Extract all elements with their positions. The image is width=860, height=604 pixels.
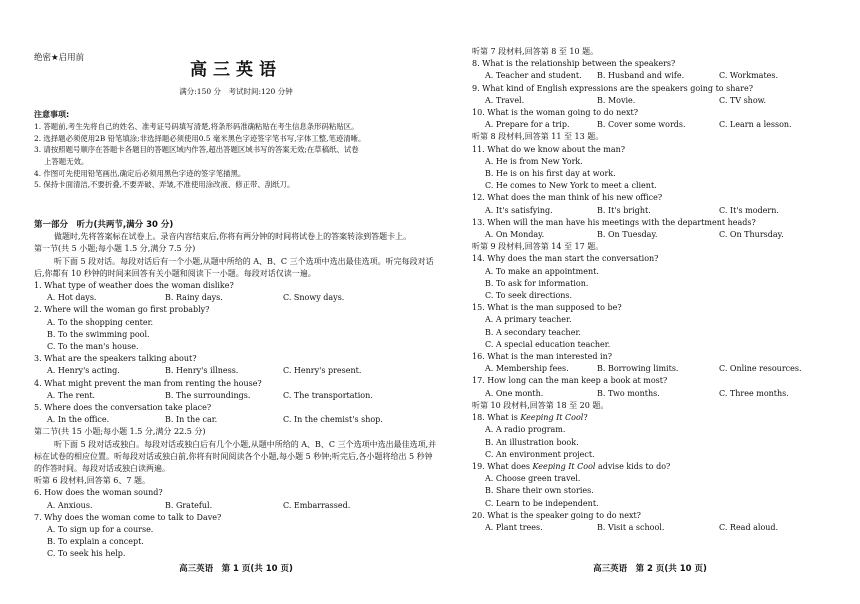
option-a: A. Henry's acting. [47, 366, 120, 376]
option-a: A. To sign up for a course. [47, 525, 154, 535]
question-9: 9. What kind of English expressions are the speakers going to share? [472, 83, 754, 93]
page-2 [472, 0, 828, 604]
question-5-options [34, 414, 438, 426]
question-12-options [472, 205, 828, 217]
question-4: 4. What might prevent the man from renting the house? [34, 378, 262, 388]
question-3: 3. What are the speakers talking about? [34, 354, 197, 364]
question-6: 6. How does the woman sound? [34, 488, 163, 498]
option-a: A. Membership fees. [485, 364, 569, 374]
section1-description: 听下面 5 段对话。每段对话后有一个小题,从题中所给的 A、B、C 三个选项中选出最佳选项。听完每段对话后,你都有 10 秒钟的时间来回答有关小题和阅读下一小题。每段对话仅读一遍。 [34, 256, 434, 278]
option-a: A. On Monday. [485, 230, 545, 240]
question-13-options [472, 229, 828, 241]
option-a: A. It's satisfying. [485, 205, 553, 215]
question-15: 15. What is the man supposed to be? [472, 303, 622, 313]
note-item: 2. 选择题必须使用2B 铅笔填涂;非选择题必须使用0.5 毫米黑色字迹签字笔书写,字体工整,笔迹清晰。 [34, 133, 366, 143]
question-20-options [472, 522, 828, 534]
option-a: A. A primary teacher. [485, 315, 572, 325]
option-a: A. He is from New York. [485, 156, 583, 166]
option-a: A. Teacher and student. [485, 71, 582, 81]
question-11: 11. What do we know about the man? [472, 144, 626, 154]
listening-continued [472, 46, 828, 534]
question-8-options [472, 70, 828, 82]
question-19-text-end: advise kids to do? [595, 461, 671, 471]
option-a: A. In the office. [47, 415, 110, 425]
page-footer: 高三英语 第 1 页(共 10 页) [179, 564, 293, 574]
option-a: A. Anxious. [47, 500, 93, 510]
option-a: A. Hot days. [47, 293, 97, 303]
option-c: C. Workmates. [719, 71, 779, 81]
question-13: 13. When will the man have his meetings with the department heads? [472, 217, 756, 227]
option-b: B. Borrowing limits. [597, 364, 679, 374]
confidential-mark: 绝密★启用前 [34, 53, 85, 63]
exam-title: 高三英语 [190, 60, 282, 80]
option-c: C. Learn a lesson. [719, 120, 792, 130]
option-a: A. A radio program. [485, 425, 566, 435]
option-c: C. Snowy days. [283, 293, 345, 303]
option-a: A. Travel. [485, 95, 525, 105]
question-4-options [34, 390, 438, 402]
option-b: B. He is on his first day at work. [485, 169, 616, 179]
option-c: C. Henry's present. [283, 366, 362, 376]
notes-block [34, 109, 438, 191]
question-17: 17. How long can the man keep a book at most? [472, 376, 668, 386]
question-20: 20. What is the speaker going to do next? [472, 510, 641, 520]
question-8: 8. What is the relationship between the speakers? [472, 59, 676, 69]
program-title: Keeping It Cool [520, 413, 584, 423]
option-b: B. Visit a school. [597, 522, 665, 532]
option-a: A. The rent. [47, 390, 96, 400]
option-a: A. One month. [485, 388, 544, 398]
option-c: C. To seek his help. [47, 549, 126, 559]
option-a: A. To the shopping center. [47, 317, 154, 327]
program-title: Keeping It Cool [532, 461, 596, 471]
part1-title: 第一部分 听力(共两节,满分 30 分) [34, 220, 174, 230]
option-c: C. Online resources. [719, 364, 802, 374]
option-c: C. An environment project. [485, 449, 595, 459]
material-8-instruction: 听第 8 段材料,回答第 11 至 13 题。 [472, 132, 604, 142]
note-item: 5. 保持卡面清洁,不要折叠,不要弄破、弄皱,不准使用涂改液、修正带、刮纸刀。 [34, 180, 295, 190]
option-c: C. A special education teacher. [485, 339, 611, 349]
question-16-options [472, 363, 828, 375]
option-b: B. Two months. [597, 388, 660, 398]
option-a: A. To make an appointment. [485, 266, 599, 276]
option-b: B. Movie. [597, 95, 636, 105]
option-b: B. A secondary teacher. [485, 327, 581, 337]
option-c: C. To seek directions. [485, 291, 573, 301]
question-1: 1. What type of weather does the woman dislike? [34, 281, 234, 291]
option-c: C. Read aloud. [719, 522, 779, 532]
option-b: B. An illustration book. [485, 437, 579, 447]
option-b: B. Share their own stories. [485, 486, 594, 496]
option-b: B. In the car. [165, 415, 218, 425]
option-b: B. Rainy days. [165, 293, 223, 303]
question-18-text-end: ? [583, 413, 588, 423]
option-a: A. Choose green travel. [485, 474, 581, 484]
question-3-options [34, 365, 438, 377]
option-c: C. It's modern. [719, 205, 779, 215]
question-16: 16. What is the man interested in? [472, 352, 613, 362]
option-c: C. Learn to be independent. [485, 498, 599, 508]
note-item: 4. 作图可先使用铅笔画出,确定后必须用黑色字迹的签字笔描黑。 [34, 168, 246, 178]
question-19 [472, 461, 828, 473]
note-item: 1. 答题前,考生先将自己的姓名、准考证号码填写清楚,将条形码准确粘贴在考生信息条形码粘贴区。 [34, 122, 359, 132]
option-b: B. Husband and wife. [597, 71, 685, 81]
question-9-options [472, 95, 828, 107]
material-7-instruction: 听第 7 段材料,回答第 8 至 10 题。 [472, 47, 599, 56]
question-12: 12. What does the man think of his new office? [472, 193, 663, 203]
part1-description: 做题时,先将答案标在试卷上。录音内容结束后,你将有两分钟的时间将试卷上的答案转涂到答题卡上。 [54, 232, 412, 242]
question-18-text: 18. What is [472, 413, 521, 423]
material-6-instruction: 听第 6 段材料,回答第 6、7 题。 [34, 476, 150, 486]
question-19-text: 19. What does [472, 461, 533, 471]
material-9-instruction: 听第 9 段材料,回答第 14 至 17 题。 [472, 242, 604, 252]
option-a: A. Plant trees. [485, 522, 543, 532]
question-14: 14. Why does the man start the conversation? [472, 254, 659, 264]
option-c: C. In the chemist's shop. [283, 415, 383, 425]
option-c: C. On Thursday. [719, 230, 784, 240]
option-c: C. Embarrassed. [283, 500, 351, 510]
note-item: 3. 请按照题号顺序在答题卡各题目的答题区域内作答,超出答题区域书写的答案无效;在草稿纸、试卷 [34, 145, 359, 155]
question-5: 5. Where does the conversation take place? [34, 403, 212, 413]
listening-section [34, 219, 438, 561]
page-footer: 高三英语 第 2 页(共 10 页) [593, 564, 707, 574]
question-2: 2. Where will the woman go first probably? [34, 305, 210, 315]
option-b: B. To explain a concept. [47, 537, 144, 547]
question-17-options [472, 388, 828, 400]
option-b: B. To the swimming pool. [47, 329, 150, 339]
question-7: 7. Why does the woman come to talk to Dave? [34, 512, 222, 522]
option-b: B. Henry's illness. [165, 366, 239, 376]
option-c: C. Three months. [719, 388, 789, 398]
note-item: 上答题无效。 [44, 156, 89, 166]
exam-meta: 满分:150 分 考试时间:120 分钟 [179, 87, 293, 96]
option-c: C. To the man's house. [47, 342, 139, 352]
option-b: B. Cover some words. [597, 120, 686, 130]
question-18 [472, 412, 828, 424]
option-b: B. It's bright. [597, 205, 651, 215]
section1-title: 第一节(共 5 小题;每小题 1.5 分,满分 7.5 分) [34, 244, 196, 254]
option-b: B. Grateful. [165, 500, 213, 510]
notes-title: 注意事项: [34, 110, 70, 119]
option-c: C. He comes to New York to meet a client. [485, 181, 657, 191]
material-10-instruction: 听第 10 段材料,回答第 18 至 20 题。 [472, 400, 609, 410]
question-1-options [34, 292, 438, 304]
question-10-options [472, 119, 828, 131]
page-1 [34, 0, 438, 604]
section2-title: 第二节(共 15 小题;每小题 1.5 分,满分 22.5 分) [34, 427, 206, 437]
question-6-options [34, 500, 438, 512]
question-10: 10. What is the woman going to do next? [472, 108, 639, 118]
option-b: B. The surroundings. [165, 390, 251, 400]
section2-description: 听下面 5 段对话或独白。每段对话或独白后有几个小题,从题中所给的 A、B、C 三个选项中选出最佳选项,并标在试卷的相应位置。听每段对话或独白前,你将有时间阅读各个小题,每小题 5 秒钟;听完后,各小题将给出 5 秒钟的作答时间。每段对话或独白读两遍。 [34, 439, 437, 474]
option-b: B. On Tuesday. [597, 230, 658, 240]
option-c: C. The transportation. [283, 390, 373, 400]
option-c: C. TV show. [719, 95, 767, 105]
option-b: B. To ask for information. [485, 278, 589, 288]
option-a: A. Prepare for a trip. [485, 120, 570, 130]
